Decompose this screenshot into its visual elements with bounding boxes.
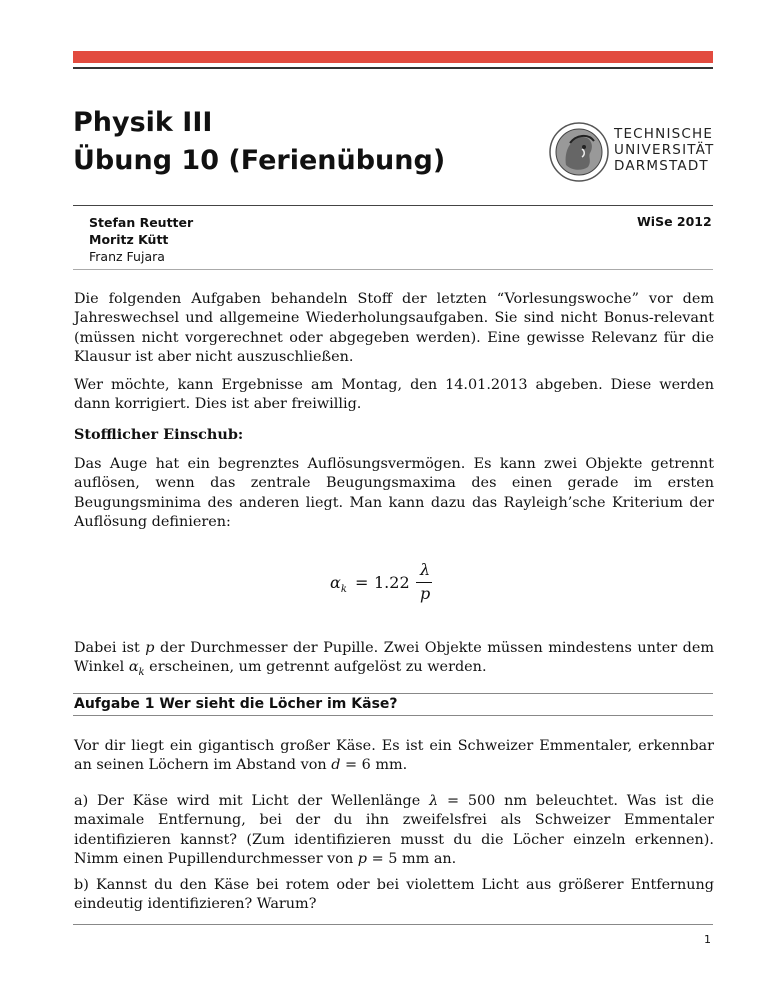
page-title: Physik III [73, 107, 213, 138]
page-number: 1 [704, 933, 711, 946]
submission-paragraph [74, 376, 714, 415]
header-accent-bar [73, 51, 713, 63]
author-name: Franz Fujara [89, 249, 165, 264]
insert-heading: Stofflicher Einschub: [74, 426, 244, 443]
rayleigh-paragraph [74, 455, 714, 532]
task-heading-bottom-rule [73, 715, 713, 716]
athena-seal-icon [548, 121, 610, 183]
intro-text: Die folgenden Aufgaben behandeln Stoff der letzten “Vorlesungswoche” vor dem Jahreswechsel und allgemeine Wiederholungsaufgaben. Sie sind nicht Bonus-relevant (müssen nicht vorgerechnet oder abgegeben werden). Eine gewisse Relevanz für die Klausur ist aber nicht auszuschließen. [74, 291, 714, 365]
pupil-paragraph: Dabei ist p der Durchmesser der Pupille. Zwei Objekte müssen mindestens unter dem Winkel $\alpha_k$ erscheinen, um getrennt aufgelöst zu werden. [74, 640, 714, 679]
task-heading-top-rule [73, 693, 713, 694]
author-name: Stefan Reutter [89, 215, 194, 230]
footer-rule [73, 924, 713, 925]
logo-text-line2: UNIVERSITÄT [614, 142, 715, 158]
submission-text: Wer möchte, kann Ergebnisse am Montag, den 14.01.2013 abgeben. Diese werden dann korrigiert. Dies ist aber freiwillig. [74, 377, 714, 413]
logo-text-line1: TECHNISCHE [614, 126, 714, 142]
logo-text-line3: DARMSTADT [614, 158, 709, 174]
task-heading: Aufgabe 1 Wer sieht die Löcher im Käse? [74, 696, 398, 712]
task-part-a: a) Der Käse wird mit Licht der Wellenlänge λ = 500 nm beleuchtet. Was ist die maximale Entfernung, bei der du ihn zweifelsfrei als Schweizer Emmentaler identifizieren kannst? (Zum identifizieren musst du die Löcher einzeln erkennen). Nimm einen Pupillendurchmesser von p = 5 mm an. [74, 793, 714, 867]
rayleigh-text: Das Auge hat ein begrenztes Auflösungsvermögen. Es kann zwei Objekte getrennt auflösen, wenn das zentrale Beugungsmaxima des einen gerade im ersten Beugungsminima des anderen liegt. Man kann dazu das Rayleigh’sche Kriterium der Auflösung definieren: [74, 456, 714, 530]
header-rule [73, 67, 713, 69]
rayleigh-formula: $\alpha_k$ = 1.22 λ p [330, 560, 431, 603]
author-block-top-rule [73, 205, 713, 206]
author-name: Moritz Kütt [89, 232, 169, 247]
task-part-b: b) Kannst du den Käse bei rotem oder bei violettem Licht aus größerer Entfernung eindeutig identifizieren? Warum? [74, 877, 714, 913]
page-subtitle: Übung 10 (Ferienübung) [73, 145, 446, 176]
author-block-bottom-rule [73, 269, 713, 270]
semester-label: WiSe 2012 [637, 214, 712, 229]
intro-paragraph [74, 290, 714, 367]
task-intro-paragraph: Vor dir liegt ein gigantisch großer Käse. Es ist ein Schweizer Emmentaler, erkennbar an seinen Löchern im Abstand von d = 6 mm. [74, 738, 714, 774]
